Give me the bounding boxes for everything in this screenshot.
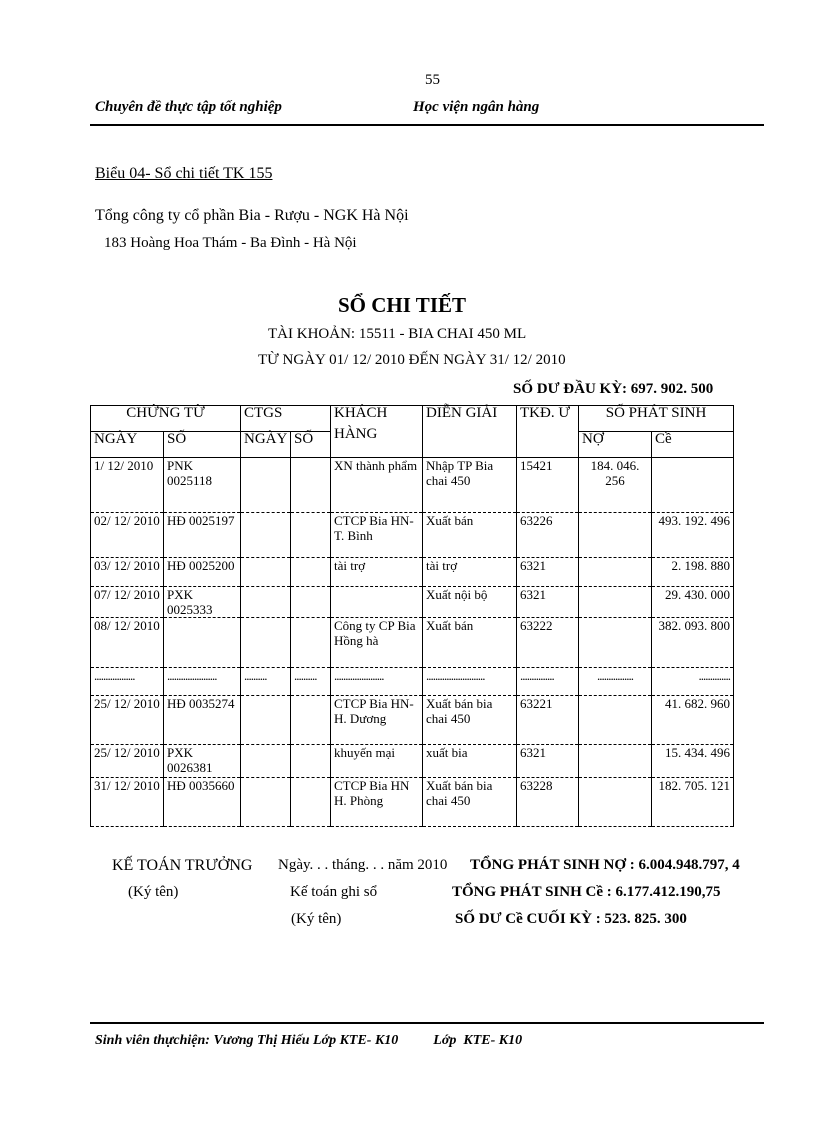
form-label: Biểu 04- Sổ chi tiết TK 155 [95, 165, 273, 182]
chief-accountant-sign: (Ký tên) [128, 884, 179, 900]
footer-rule [90, 1022, 764, 1024]
cell-so [164, 618, 241, 668]
cell-ctgs-so [291, 696, 331, 745]
cell-ctgs-so [291, 618, 331, 668]
page-number: 55 [425, 72, 440, 88]
cell-so: HĐ 0035274 [164, 696, 241, 745]
cell-ctgs-so [291, 558, 331, 587]
header-tkdu: TKĐ. Ư [517, 406, 579, 458]
cell-co: 493. 192. 496 [652, 513, 734, 558]
cell-ngay: 25/ 12/ 2010 [91, 696, 164, 745]
cell-dien-giai: Xuất nội bộ [423, 587, 517, 618]
account-line: TÀI KHOẢN: 15511 - BIA CHAI 450 ML [268, 326, 527, 342]
bookkeeper-label: Kế toán ghi sổ [290, 884, 378, 900]
cell-tk: 63226 [517, 513, 579, 558]
header-ctgs-ngay: NGÀY [241, 432, 291, 458]
cell-ngay: 08/ 12/ 2010 [91, 618, 164, 668]
table-row [91, 558, 734, 587]
cell-dien-giai: .......................... [423, 668, 517, 696]
cell-so: HĐ 0025197 [164, 513, 241, 558]
cell-tk: 15421 [517, 458, 579, 513]
cell-co: 29. 430. 000 [652, 587, 734, 618]
header-khach-line1: KHÁCH [334, 405, 388, 421]
cell-co: 382. 093. 800 [652, 618, 734, 668]
header-so: SỐ [164, 432, 241, 458]
total-credit: TỔNG PHÁT SINH Cề : 6.177.412.190,75 [452, 884, 721, 900]
cell-tk: 63221 [517, 696, 579, 745]
cell-ctgs-ngay [241, 587, 291, 618]
cell-ctgs-ngay [241, 558, 291, 587]
table-row-ellipsis [91, 668, 734, 696]
cell-no [579, 513, 652, 558]
cell-tk: 63228 [517, 778, 579, 827]
cell-khach: ...................... [331, 668, 423, 696]
document-title: SỔ CHI TIẾT [338, 293, 466, 317]
cell-ctgs-so [291, 745, 331, 778]
cell-ctgs-ngay [241, 696, 291, 745]
table-row [91, 513, 734, 558]
cell-khach: Công ty CP Bia Hồng hà [331, 618, 423, 668]
header-ctgs-so: SỐ [291, 432, 331, 458]
header-right: Học viện ngân hàng [413, 99, 540, 115]
cell-no [579, 618, 652, 668]
chief-accountant-label: KẾ TOÁN TRƯỞNG [112, 857, 253, 874]
cell-co: 2. 198. 880 [652, 558, 734, 587]
cell-no: ................ [579, 668, 652, 696]
header-khach-line2: HÀNG [334, 426, 378, 442]
cell-no [579, 587, 652, 618]
footer-text: Sinh viên thựchiện: Vương Thị Hiếu Lớp KTE- K10 Lớp KTE- K10 [95, 1033, 523, 1048]
table-row [91, 587, 734, 618]
cell-no: 184. 046. 256 [579, 458, 652, 513]
cell-ctgs-so [291, 513, 331, 558]
header-khach-hang [331, 406, 423, 458]
cell-tk: 6321 [517, 587, 579, 618]
cell-dien-giai: Xuất bán [423, 618, 517, 668]
cell-ngay: 25/ 12/ 2010 [91, 745, 164, 778]
cell-khach: CTCP Bia HN H. Phòng [331, 778, 423, 827]
cell-so: PNK 0025118 [164, 458, 241, 513]
cell-ctgs-ngay [241, 618, 291, 668]
table-row [91, 778, 734, 827]
cell-khach: khuyến mại [331, 745, 423, 778]
cell-so: HĐ 0025200 [164, 558, 241, 587]
cell-so: ...................... [164, 668, 241, 696]
header-so-phat-sinh: SỐ PHÁT SINH [579, 406, 734, 432]
cell-dien-giai: xuất bia [423, 745, 517, 778]
cell-ctgs-so [291, 587, 331, 618]
opening-balance: SỐ DƯ ĐẦU KỲ: 697. 902. 500 [513, 381, 714, 397]
period-line: TỪ NGÀY 01/ 12/ 2010 ĐẾN NGÀY 31/ 12/ 2010 [258, 352, 566, 368]
cell-ngay: 1/ 12/ 2010 [91, 458, 164, 513]
cell-co: 15. 434. 496 [652, 745, 734, 778]
cell-khach: CTCP Bia HN-H. Dương [331, 696, 423, 745]
cell-dien-giai: Xuất bán [423, 513, 517, 558]
company-address: 183 Hoàng Hoa Thám - Ba Đình - Hà Nội [104, 235, 357, 251]
cell-khach: XN thành phẩm [331, 458, 423, 513]
cell-so: PXK 0026381 [164, 745, 241, 778]
cell-dien-giai: tài trợ [423, 558, 517, 587]
header-dien-giai: DIỄN GIẢI [423, 406, 517, 458]
total-debit: TỔNG PHÁT SINH NỢ : 6.004.948.797, 4 [470, 857, 740, 873]
cell-khach: tài trợ [331, 558, 423, 587]
ledger-table [90, 405, 734, 827]
header-left: Chuyên đề thực tập tốt nghiệp [95, 99, 282, 115]
cell-ctgs-ngay [241, 513, 291, 558]
table-row [91, 618, 734, 668]
cell-co: .............. [652, 668, 734, 696]
header-ngay: NGÀY [91, 432, 164, 458]
cell-ctgs-ngay [241, 778, 291, 827]
cell-ngay: 31/ 12/ 2010 [91, 778, 164, 827]
header-no: NỢ [579, 432, 652, 458]
cell-co [652, 458, 734, 513]
cell-dien-giai: Nhập TP Bia chai 450 [423, 458, 517, 513]
cell-no [579, 778, 652, 827]
cell-ctgs-ngay [241, 745, 291, 778]
cell-ctgs-so [291, 458, 331, 513]
cell-co: 41. 682. 960 [652, 696, 734, 745]
cell-co: 182. 705. 121 [652, 778, 734, 827]
closing-balance: SỐ DƯ Cề CUỐI KỲ : 523. 825. 300 [455, 911, 687, 927]
cell-ngay: 02/ 12/ 2010 [91, 513, 164, 558]
cell-ngay: 07/ 12/ 2010 [91, 587, 164, 618]
header-co: Cề [652, 432, 734, 458]
cell-ngay: 03/ 12/ 2010 [91, 558, 164, 587]
cell-dien-giai: Xuất bán bia chai 450 [423, 696, 517, 745]
cell-so: PXK 0025333 [164, 587, 241, 618]
header-rule [90, 124, 764, 126]
cell-tk: 63222 [517, 618, 579, 668]
cell-so: HĐ 0035660 [164, 778, 241, 827]
cell-khach: CTCP Bia HN-T. Bình [331, 513, 423, 558]
bookkeeper-sign: (Ký tên) [291, 911, 342, 927]
company-name: Tổng công ty cổ phần Bia - Rượu - NGK Hà Nội [95, 207, 409, 224]
cell-ctgs-ngay: .......... [241, 668, 291, 696]
cell-tk: 6321 [517, 745, 579, 778]
date-line: Ngày. . . tháng. . . năm 2010 [278, 857, 448, 873]
table-row [91, 458, 734, 513]
header-ctgs: CTGS [241, 406, 331, 432]
table-row [91, 745, 734, 778]
header-chung-tu: CHỨNG TỪ [91, 406, 241, 432]
cell-dien-giai: Xuất bán bia chai 450 [423, 778, 517, 827]
cell-no [579, 745, 652, 778]
cell-ctgs-ngay [241, 458, 291, 513]
cell-tk: 6321 [517, 558, 579, 587]
cell-ngay: .................. [91, 668, 164, 696]
cell-khach [331, 587, 423, 618]
cell-no [579, 558, 652, 587]
table-row [91, 696, 734, 745]
cell-no [579, 696, 652, 745]
cell-ctgs-so [291, 778, 331, 827]
cell-tk: ............... [517, 668, 579, 696]
cell-ctgs-so: .......... [291, 668, 331, 696]
